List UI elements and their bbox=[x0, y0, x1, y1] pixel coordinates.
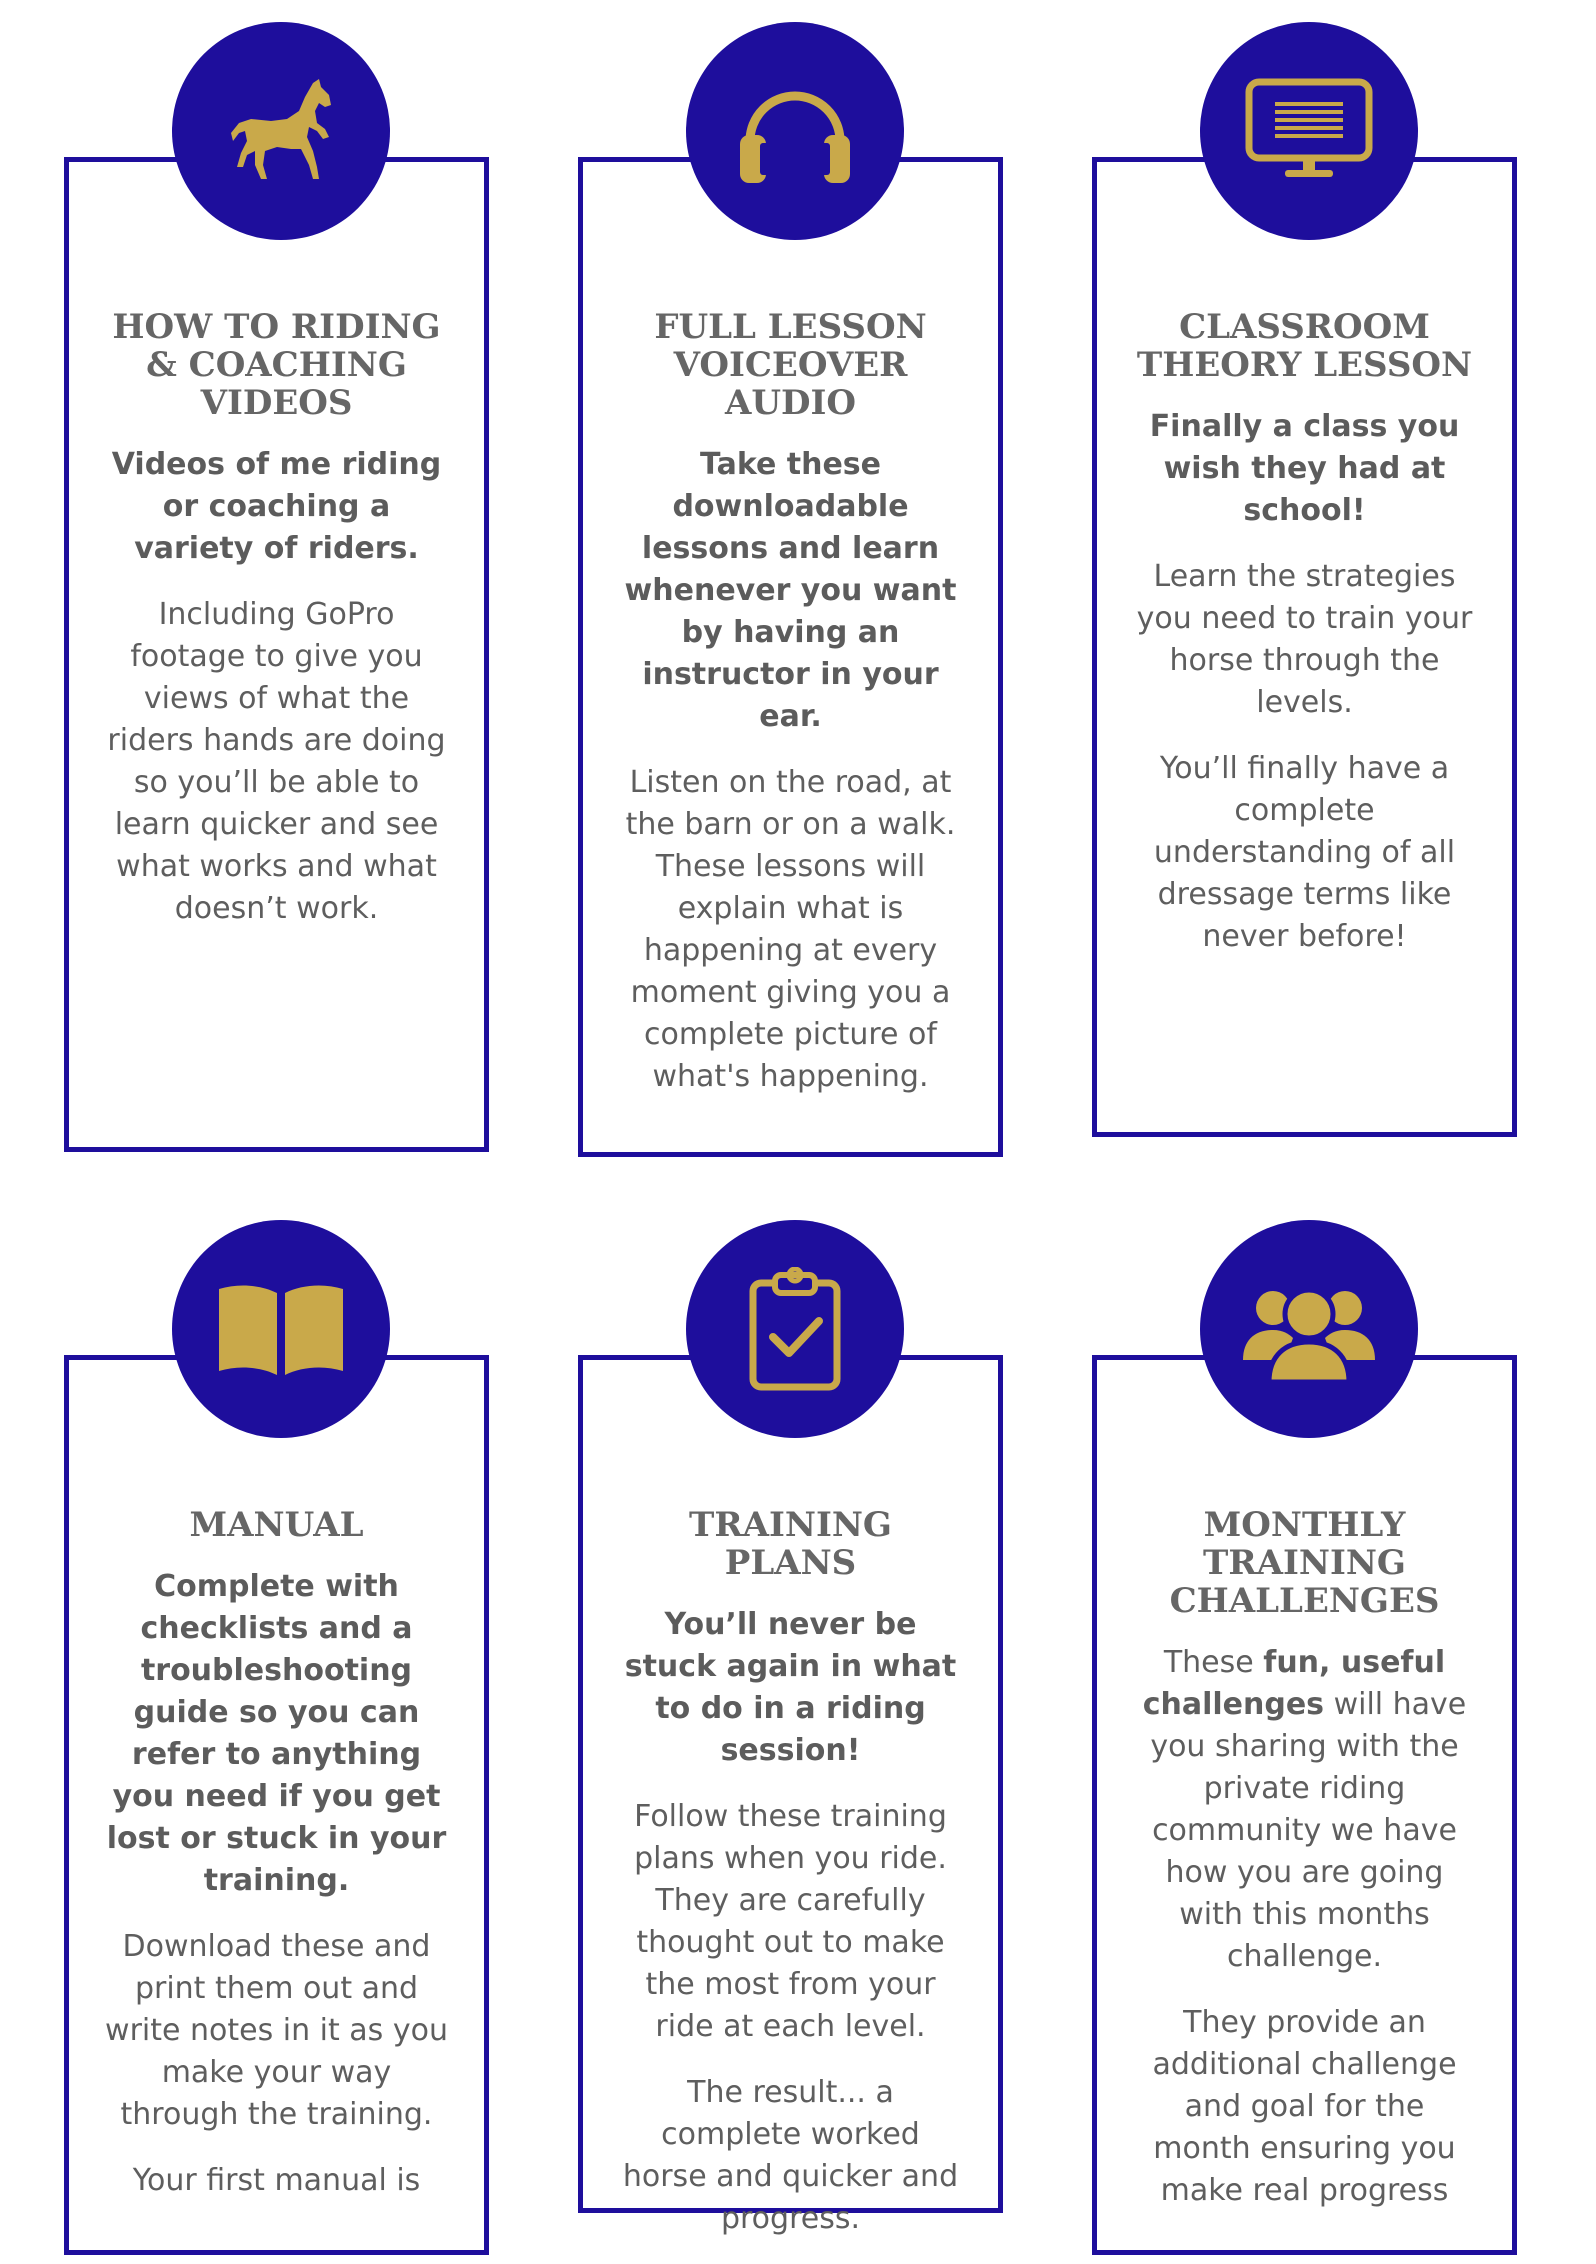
clipboard-check-icon bbox=[745, 1267, 845, 1391]
feature-lead: You’ll never be stuck again in what to do in a riding session! bbox=[624, 1607, 957, 1768]
feature-lead: Finally a class you wish they had at school! bbox=[1149, 409, 1460, 528]
text-highlight: fun, useful challenges bbox=[1142, 1645, 1446, 1722]
feature-content bbox=[618, 1506, 963, 2264]
feature-title: TRAINING PLANS bbox=[689, 1505, 892, 1583]
feature-icon-circle bbox=[686, 22, 904, 240]
feature-icon-circle bbox=[172, 1220, 390, 1438]
feature-description: The result... a complete worked horse and quicker and progress. bbox=[622, 2075, 959, 2236]
feature-content bbox=[1132, 1506, 1477, 2236]
feature-description: Follow these training plans when you ride. They are carefully thought out to make the most from your ride at each level. bbox=[634, 1799, 947, 2044]
feature-description: Learn the strategies you need to train your horse through the levels. bbox=[1136, 559, 1473, 720]
feature-content bbox=[1132, 308, 1477, 982]
feature-description: They provide an additional challenge and goal for the month ensuring you make real progress bbox=[1152, 2005, 1457, 2208]
feature-title: MONTHLY TRAINING CHALLENGES bbox=[1169, 1505, 1440, 1621]
feature-description bbox=[1132, 1642, 1477, 1978]
horse-icon bbox=[221, 71, 341, 191]
feature-content bbox=[104, 1506, 449, 2226]
feature-title: FULL LESSON VOICEOVER AUDIO bbox=[654, 307, 927, 423]
feature-description: Your first manual is bbox=[132, 2163, 421, 2198]
feature-icon-circle bbox=[1200, 22, 1418, 240]
feature-description: Listen on the road, at the barn or on a walk. These lessons will explain what is happening at every moment giving you a complete picture of what's happening. bbox=[625, 765, 956, 1094]
feature-title: HOW TO RIDING & COACHING VIDEOS bbox=[112, 307, 441, 423]
feature-title: MANUAL bbox=[189, 1505, 364, 1545]
feature-icon-circle bbox=[172, 22, 390, 240]
feature-lead: Videos of me riding or coaching a variety of riders. bbox=[111, 447, 442, 566]
feature-description: You’ll finally have a complete understanding of all dressage terms like never before! bbox=[1153, 751, 1456, 954]
feature-lead: Take these downloadable lessons and learn whenever you want by having an instructor in your ear. bbox=[624, 447, 957, 734]
text-segment: will have you sharing with the private riding community we have how you are going with this months challenge. bbox=[1150, 1687, 1467, 1974]
book-icon bbox=[211, 1279, 351, 1379]
text-segment: These bbox=[1163, 1645, 1264, 1680]
feature-icon-circle bbox=[686, 1220, 904, 1438]
feature-icon-circle bbox=[1200, 1220, 1418, 1438]
group-icon bbox=[1239, 1274, 1379, 1384]
feature-content bbox=[104, 308, 449, 954]
headphones-icon bbox=[730, 71, 860, 191]
feature-description: Download these and print them out and write notes in it as you make your way through the training. bbox=[105, 1929, 448, 2132]
feature-lead: Complete with checklists and a troubleshooting guide so you can refer to anything you need if you get lost or stuck in your training. bbox=[106, 1569, 447, 1898]
feature-title: CLASSROOM THEORY LESSON bbox=[1136, 307, 1473, 385]
feature-description: Including GoPro footage to give you views of what the riders hands are doing so you’ll be able to learn quicker and see what works and what doesn’t work. bbox=[107, 597, 446, 926]
feature-content bbox=[618, 308, 963, 1122]
monitor-icon bbox=[1239, 76, 1379, 186]
